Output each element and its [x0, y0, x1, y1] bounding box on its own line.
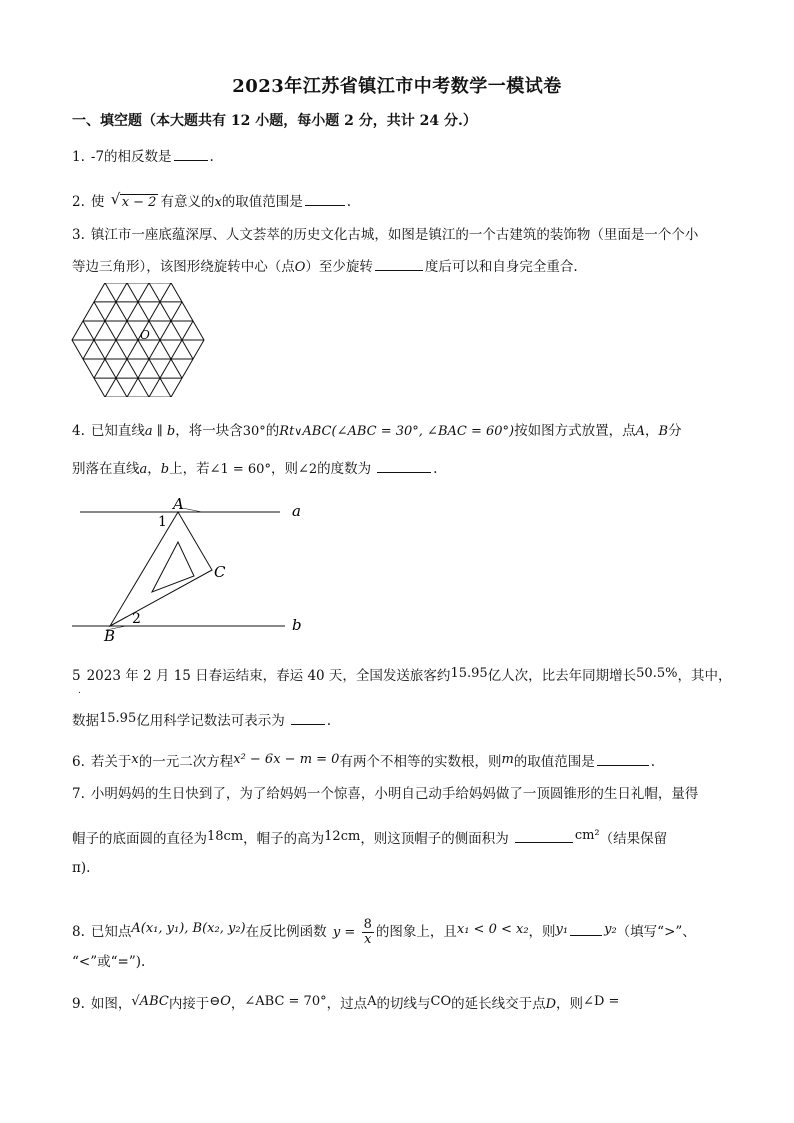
label-a-point: A — [173, 495, 184, 513]
exam-page: 2023年江苏省镇江市中考数学一模试卷 一、填空题（本大题共有 12 小题，每小题 2 分，共计 24 分.） 1. -7的相反数是 . 2. 使 √ x − 2 有意义的x的取值范围是 . 3. 镇江市一座底蕴深厚、人文荟萃的历史文化古城，如图是镇江的一个古建筑的装饰物（里面是一个个小 等边三角形），该图形绕旋转中心（点O）至少旋转 度后可以和自身完全重合. O 4. 已知直线a ∥ b，将一块含30°的Rt∨ABC(∠ABC = 30°, ∠BAC = 60°)按如图方式放置，点A，B分 别落在直线a，b上，若∠1 = 60°，则∠2的度数为 . A B C a b 1 2 5 2023 年 2 月 15 日春运结束，春运 40 天，全国发送旅客约15.95亿人次，比去年同期增长50.5%，其中， . 数据15.95亿用科学记数法可表示为 . 6. 若关于x的一元二次方程x² − 6x − m = 0有两个不相等的实数根，则m的取值范围是 . 7. 小明妈妈的生日快到了，为了给妈妈一个惊喜，小明自己动手给妈妈做了一顶圆锥形的生日礼帽，量得 帽子的底面圆的直径为18cm，帽子的高为12cm，则这顶帽子的侧面积为 cm²（结果保留 π). 8. 已知点A(x₁, y₁), B(x₂, y₂)在反比例函数 y = $\frac{8}{x}$ 的图象上，且x₁ < 0 < x₂，则y₁ y₂（填写“>”、 “<”或“=”). 9. 如图，√ABC内接于⊖O，∠ABC = 70°，过点A的切线与CO的延长线交于点D，则∠D = — [0, 0, 794, 1123]
label-angle-2: 2 — [132, 611, 141, 627]
grid-line — [94, 302, 149, 397]
question-4-line2: 别落在直线a，b上，若∠1 = 60°，则∠2的度数为 . — [72, 458, 437, 480]
question-8-line2: “<”或“=”). — [72, 954, 146, 970]
page-title: 2023年江苏省镇江市中考数学一模试卷 — [232, 76, 562, 97]
hexagon-triangle-figure — [70, 283, 206, 397]
question-3-line2: 等边三角形），该图形绕旋转中心（点O）至少旋转 度后可以和自身完全重合. — [72, 256, 578, 278]
question-2: 2. 使 √ x − 2 有意义的x的取值范围是 . — [72, 191, 351, 213]
answer-blank[interactable] — [375, 256, 423, 271]
answer-blank[interactable] — [377, 458, 431, 473]
label-line-b: b — [292, 616, 302, 634]
fraction-expression: y = $\frac{8}{x}$ — [332, 917, 372, 947]
label-c-point: C — [214, 563, 226, 581]
answer-blank[interactable] — [597, 751, 649, 766]
question-7-line2: 帽子的底面圆的直径为18cm，帽子的高为12cm，则这顶帽子的侧面积为 cm²（结果保留 — [72, 828, 668, 847]
label-b-point: B — [104, 627, 116, 645]
question-1: 1. -7的相反数是 . — [72, 146, 214, 167]
parallel-lines-triangle-figure — [70, 494, 320, 646]
section-heading: 一、填空题（本大题共有 12 小题，每小题 2 分，共计 24 分.） — [72, 113, 477, 129]
grid-line — [127, 302, 182, 397]
question-5: 5 2023 年 2 月 15 日春运结束，春运 40 天，全国发送旅客约15.95亿人次，比去年同期增长50.5%，其中， — [72, 666, 732, 684]
inner-triangle — [152, 542, 194, 592]
question-5-line2: 数据15.95亿用科学记数法可表示为 . — [72, 711, 332, 729]
answer-blank[interactable] — [515, 828, 573, 843]
question-6: 6. 若关于x的一元二次方程x² − 6x − m = 0有两个不相等的实数根，则m的取值范围是 . — [72, 752, 656, 770]
label-angle-1: 1 — [158, 514, 167, 530]
question-7: 7. 小明妈妈的生日快到了，为了给妈妈一个惊喜，小明自己动手给妈妈做了一顶圆锥形的生日礼帽，量得 — [72, 786, 699, 802]
question-9: 9. 如图，√ABC内接于⊖O，∠ABC = 70°，过点A的切线与CO的延长线交于点D，则∠D = — [72, 994, 620, 1012]
question-7-line3: π). — [72, 860, 91, 876]
sqrt-expression: √ x − 2 — [110, 190, 157, 210]
answer-blank[interactable] — [174, 146, 208, 161]
grid-line — [127, 283, 182, 378]
answer-blank[interactable] — [305, 191, 345, 206]
center-label-o: O — [140, 328, 150, 342]
question-4: 4. 已知直线a ∥ b，将一块含30°的Rt∨ABC(∠ABC = 30°, ∠BAC = 60°)按如图方式放置，点A，B分 — [72, 423, 682, 439]
answer-blank[interactable] — [570, 921, 602, 936]
answer-blank[interactable] — [291, 710, 325, 725]
question-3: 3. 镇江市一座底蕴深厚、人文荟萃的历史文化古城，如图是镇江的一个古建筑的装饰物（里面是一个个小 — [72, 227, 699, 243]
label-line-a: a — [292, 502, 301, 520]
question-8: 8. 已知点A(x₁, y₁), B(x₂, y₂)在反比例函数 y = $\frac{8}{x}$ 的图象上，且x₁ < 0 < x₂，则y₁ y₂（填写“>”、 — [72, 917, 696, 947]
